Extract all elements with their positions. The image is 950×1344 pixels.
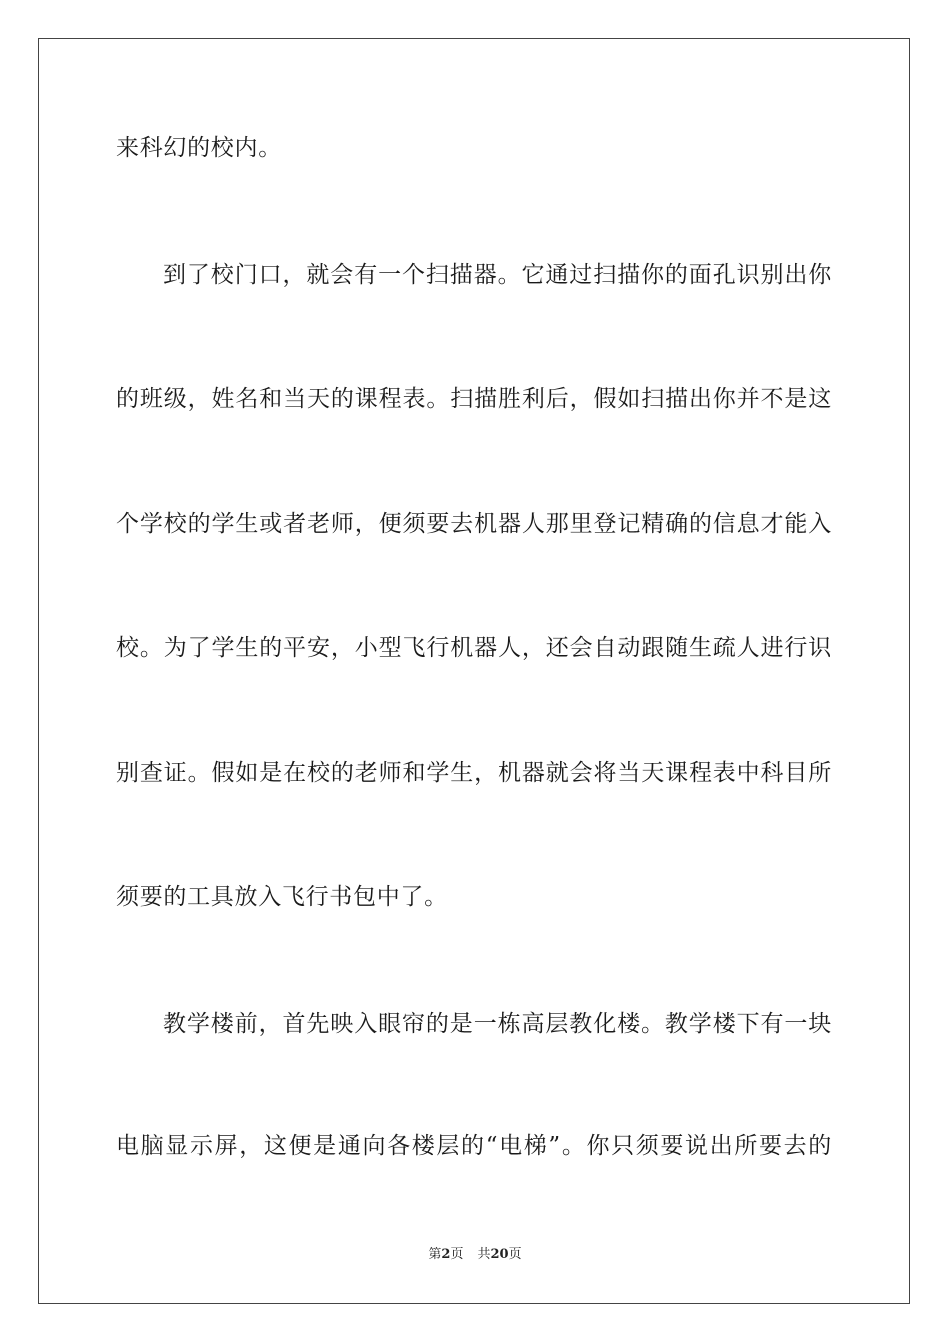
footer-page-suffix: 页 xyxy=(450,1247,464,1262)
footer-total-prefix: 共 xyxy=(477,1247,491,1262)
text-line-6: 别查证。假如是在校的老师和学生，机器就会将当天课程表中科目所 xyxy=(116,760,832,786)
text-line-2: 到了校门口，就会有一个扫描器。它通过扫描你的面孔识别出你 xyxy=(163,262,832,288)
footer-total-suffix: 页 xyxy=(508,1247,522,1262)
footer-total-pages: 20 xyxy=(490,1247,509,1262)
footer-page-prefix: 第 xyxy=(428,1247,442,1262)
text-line-7: 须要的工具放入飞行书包中了。 xyxy=(116,884,448,910)
text-line-9: 电脑显示屏，这便是通向各楼层的“电梯”。你只须要说出所要去的 xyxy=(116,1133,832,1159)
page-footer xyxy=(0,1246,950,1264)
page-border xyxy=(38,38,910,1304)
footer-page-number: 2 xyxy=(441,1247,451,1262)
text-line-3: 的班级，姓名和当天的课程表。扫描胜利后，假如扫描出你并不是这 xyxy=(116,386,832,412)
text-line-5: 校。为了学生的平安，小型飞行机器人，还会自动跟随生疏人进行识 xyxy=(116,635,832,661)
text-line-8: 教学楼前，首先映入眼帘的是一栋高层教化楼。教学楼下有一块 xyxy=(163,1011,832,1037)
text-line-4: 个学校的学生或者老师，便须要去机器人那里登记精确的信息才能入 xyxy=(116,511,832,537)
text-line-1: 来科幻的校内。 xyxy=(116,135,282,161)
